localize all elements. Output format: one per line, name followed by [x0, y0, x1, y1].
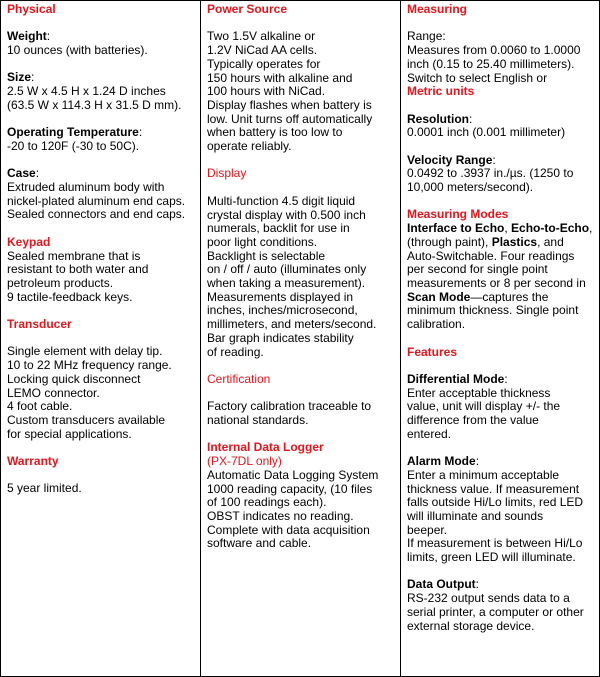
modes-text: [407, 222, 593, 332]
alarm-text: Enter a minimum acceptable thickness value. If measurement falls outside Hi/Lo limits, red LED will illuminate and sounds beeper. If measurement is between Hi/Lo limits, green LED will illuminate.: [407, 467, 584, 565]
heading-measuring: Measuring: [407, 2, 468, 16]
warranty-text: 5 year limited.: [7, 481, 82, 496]
heading-physical: Physical: [7, 2, 56, 16]
alarm-item: Alarm Mode:: [407, 454, 480, 469]
weight-label: Weight: [7, 29, 47, 44]
size-text: 2.5 W x 4.5 H x 1.24 D inches (63.5 W x 114.3 H x 31.5 D mm).: [7, 84, 182, 112]
range-text: Range: Measures from 0.0060 to 1.0000 inch (0.15 to 25.40 millimeters). Switch to select English or: [407, 29, 581, 85]
mode-sep-1: ,: [504, 221, 512, 236]
mode-plastics: Plastics: [491, 234, 538, 249]
resolution-item: Resolution:: [407, 111, 473, 126]
heading-data-logger: Internal Data Logger: [207, 440, 324, 455]
heading-power-source: Power Source: [207, 2, 288, 16]
resolution-label: Resolution: [407, 111, 469, 126]
column-physical: [1, 1, 201, 676]
heading-warranty: Warranty: [7, 454, 59, 469]
velocity-text: 0.0492 to .3937 in./µs. (1250 to 10,000 meters/second).: [407, 166, 574, 195]
column-power: [201, 1, 401, 676]
metric-units: Metric units: [407, 84, 475, 99]
diff-item: Differential Mode:: [407, 371, 508, 386]
heading-certification: Certification: [207, 371, 271, 386]
size-item: Size:: [7, 70, 35, 85]
heading-keypad: Keypad: [7, 234, 51, 249]
resolution-text: 0.0001 inch (0.001 millimeter): [407, 125, 566, 140]
output-item: Data Output:: [407, 577, 480, 592]
optemp-item: Operating Temperature:: [7, 125, 143, 140]
output-label: Data Output: [407, 577, 476, 592]
heading-measuring-modes: Measuring Modes: [407, 207, 509, 222]
certification-text: Factory calibration traceable to national standards.: [207, 399, 372, 428]
heading-transducer: Transducer: [7, 317, 72, 332]
mode-rest: , and Auto-Switchable. Four readings per second for single point measurements or 8 per second in: [407, 234, 586, 290]
mode-scan: Scan Mode: [407, 289, 471, 304]
size-label: Size: [7, 70, 32, 85]
case-text: Extruded aluminum body with nickel-plated aluminum end caps. Sealed connectors and end caps.: [7, 180, 186, 222]
display-text: Multi-function 4.5 digit liquid crystal display with 0.500 inch numerals, backlit for use in poor light conditions. Backlight is selectable on / off / auto (illuminates only when taking a measurement). Measurements displayed in inches, inches/microsecond, millimeters, and meters/second. Bar graph indicates stability of reading.: [207, 193, 377, 359]
keypad-text: Sealed membrane that is resistant to both water and petroleum products. 9 tactile-feedback keys.: [7, 248, 149, 304]
case-item: Case:: [7, 166, 40, 181]
mode-end: —captures the minimum thickness. Single point calibration.: [407, 289, 579, 332]
optemp-label: Operating Temperature: [7, 125, 139, 140]
mode-interface-echo: Interface to Echo: [407, 221, 505, 236]
power-text: Two 1.5V alkaline or 1.2V NiCad AA cells. Typically operates for 150 hours with alkaline and 100 hours with NiCad. Display flashes when battery is low. Unit turns off automatically when battery is too low to operate reliably.: [207, 29, 373, 154]
optemp-text: -20 to 120F (-30 to 50C).: [7, 138, 140, 153]
case-label: Case: [7, 166, 36, 181]
heading-display: Display: [207, 166, 247, 181]
mode-echo-echo: Echo-to-Echo: [511, 221, 590, 236]
column-measuring: [401, 1, 599, 676]
diff-text: Enter acceptable thickness value, unit will display +/- the difference from the value entered.: [407, 385, 561, 441]
alarm-label: Alarm Mode: [407, 454, 476, 469]
weight-text: 10 ounces (with batteries).: [7, 43, 148, 58]
weight-item: Weight:: [7, 29, 51, 44]
logger-subheading: (PX-7DL only): [207, 454, 282, 469]
velocity-label: Velocity Range: [407, 152, 493, 167]
logger-text: Automatic Data Logging System 1000 reading capacity, (10 files of 100 readings each). OBST indicates no reading. Complete with data acquisition software and cable.: [207, 467, 379, 551]
heading-features: Features: [407, 344, 458, 359]
output-text: RS-232 output sends data to a serial printer, a computer or other external storage device.: [407, 591, 584, 633]
velocity-item: Velocity Range:: [407, 152, 496, 167]
transducer-text: Single element with delay tip. 10 to 22 MHz frequency range. Locking quick disconnect LEMO connector. 4 foot cable. Custom transducers available for special applications.: [7, 344, 172, 441]
mode-sep-2: , (through paint),: [407, 221, 593, 249]
diff-label: Differential Mode: [407, 371, 505, 386]
